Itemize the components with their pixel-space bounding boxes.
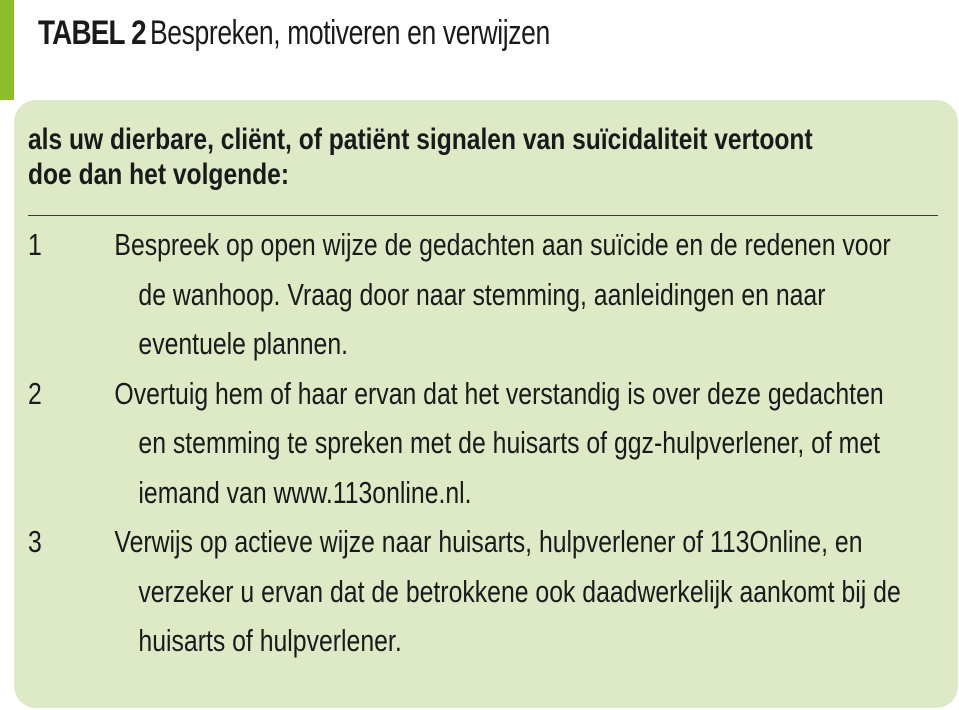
item-text — [28, 517, 924, 666]
item-line: en stemming te spreken met de huisarts of ggz-hulpverlener, of met — [138, 425, 881, 460]
content-panel — [14, 100, 958, 708]
intro-text — [28, 122, 946, 192]
item-line: Bespreek op open wijze de gedachten aan suïcide en de redenen voor — [114, 227, 891, 262]
intro-line-1: als uw dierbare, cliënt, of patiënt signalen van suïcidaliteit vertoont — [28, 123, 813, 156]
list-item — [28, 220, 924, 369]
table-header — [38, 14, 662, 66]
item-line: iemand van www.113online.nl. — [138, 474, 472, 510]
item-line: Verwijs op actieve wijze naar huisarts, hulpverlener of 113Online, en — [114, 524, 863, 559]
item-line: eventuele plannen. — [138, 326, 349, 361]
item-line: huisarts of hulpverlener. — [138, 623, 402, 658]
item-line: verzeker u ervan dat de betrokkene ook daadwerkelijk aankomt bij de — [138, 573, 901, 609]
intro-line-2: doe dan het volgende: — [28, 158, 290, 191]
item-text — [28, 220, 924, 369]
item-list — [28, 220, 924, 666]
item-text — [28, 369, 924, 518]
list-item — [28, 517, 924, 666]
table-title: Bespreken, motiveren en verwijzen — [149, 14, 550, 52]
item-number: 3 — [28, 524, 42, 559]
table-label: TABEL 2 — [38, 14, 146, 52]
item-number: 1 — [28, 227, 42, 262]
accent-bar — [0, 0, 14, 100]
list-item — [28, 369, 924, 518]
divider — [28, 215, 938, 216]
item-line: de wanhoop. Vraag door naar stemming, aanleidingen en naar — [138, 276, 826, 312]
item-line: Overtuig hem of haar ervan dat het verstandig is over deze gedachten — [114, 375, 884, 411]
item-number: 2 — [28, 375, 42, 411]
